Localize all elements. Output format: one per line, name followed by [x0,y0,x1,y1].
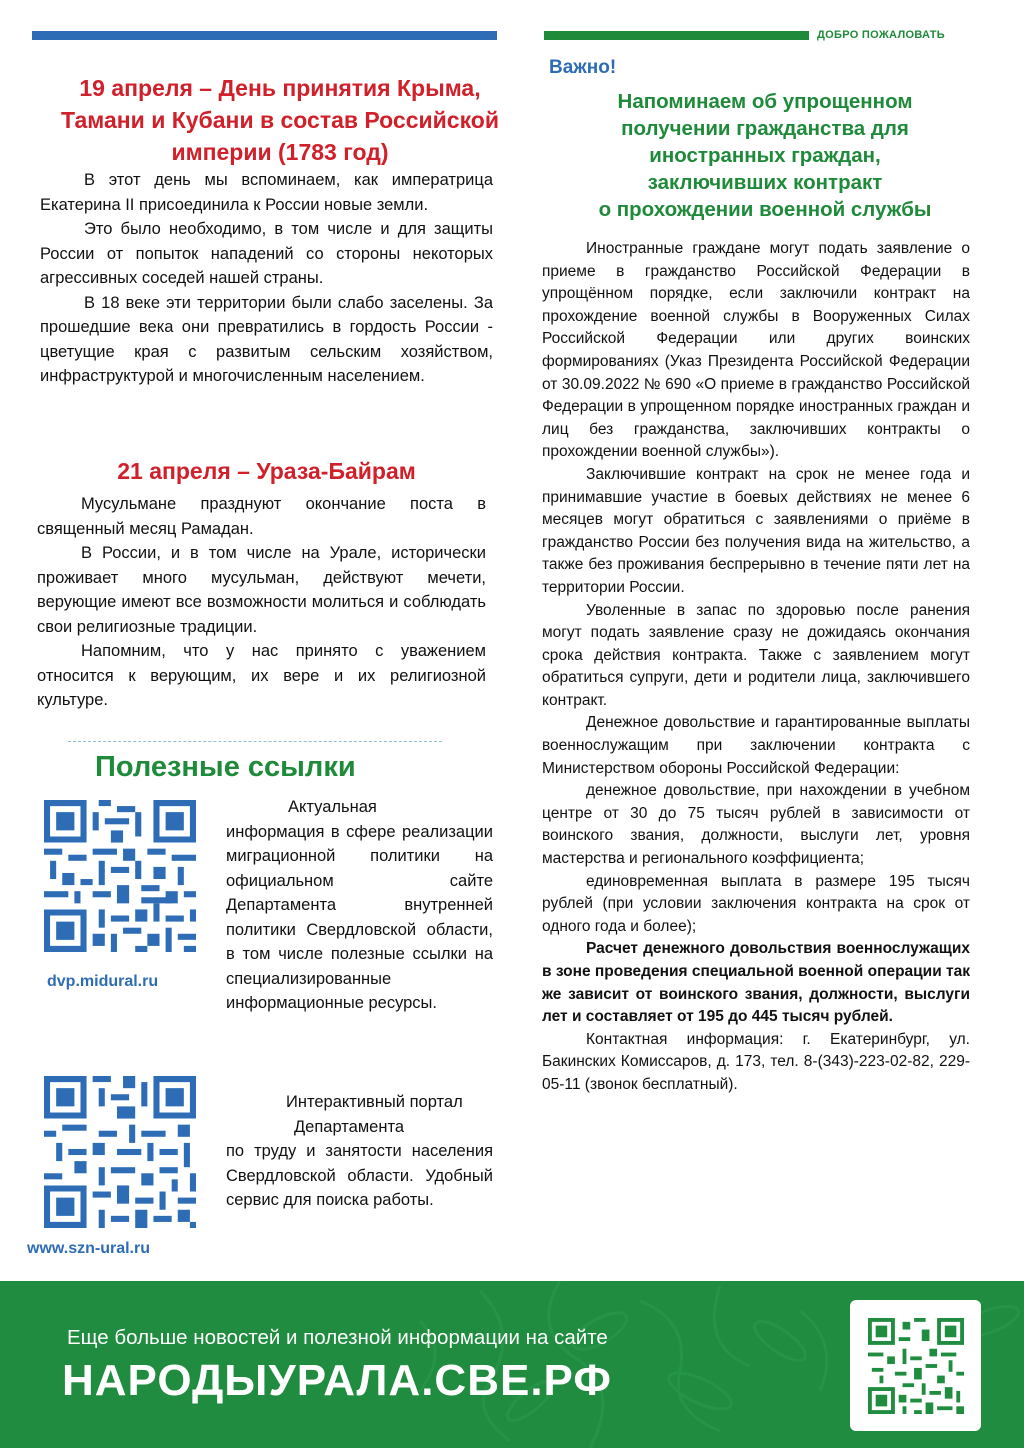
link2-description [226,1090,493,1213]
qr-code-icon[interactable] [44,800,196,952]
szn-link[interactable]: www.szn-ural.ru [27,1240,150,1257]
header-blue-bar [32,31,497,40]
title-line: иностранных граждан, [649,144,881,167]
header-green-bar [544,31,809,40]
citizenship-paragraph: единовременная выплата в размере 195 тысяч рублей (при условии заключения контракта на срок от одного года и более); [542,872,970,935]
crimea-text [40,168,493,389]
dvp-link[interactable]: dvp.midural.ru [47,973,159,990]
crimea-paragraph: В 18 веке эти территории были слабо заселены. За прошедшие века они превратились в гордость России - цветущие края с развитым сельским хозяйством, инфраструктурой и многочисленным населением. [40,293,493,385]
citizenship-paragraph: Заключившие контракт на срок не менее года и принимавшие участие в боевых действиях не менее 6 месяцев могут обратиться с заявлениями о приёме в гражданство России без получения вида на жительство, а также без проживания беспрерывно в течение пяти лет на территории России. [542,465,970,596]
important-label: Важно! [549,57,617,78]
crimea-title: 19 апреля – День принятия Крыма, Тамани и Кубани в состав Российской империи (1783 год) [61,75,499,165]
title-line: получении гражданства для [621,117,909,140]
uraza-text [37,492,486,713]
crimea-paragraph: В этот день мы вспоминаем, как императрица Екатерина II присоединила к России новые земли. [40,171,493,214]
uraza-paragraph: Напомним, что у нас принято с уважением относится к верующим, их вере и их религиозной культуре. [37,642,486,709]
citizenship-paragraph: Иностранные граждане могут подать заявление о приеме в гражданство Российской Федерации в упрощённом порядке, если заключили контракт на прохождение военной службы в Вооруженных Силах Российской Федерации или других воинских формированиях (Указ Президента Российской Федерации от 30.09.2022 № 690 «О приеме в гражданство Российской Федерации в упрощенном порядке иностранных граждан и лиц без гражданства, заключивших контракты о прохождении военной службы»). [542,240,970,461]
title-line: заключивших контракт [647,171,883,194]
welcome-label: ДОБРО ПОЖАЛОВАТЬ [817,29,945,41]
link2-text-second: Департамента [294,1117,405,1136]
uraza-paragraph: В России, и в том числе на Урале, исторически проживает много мусульман, действуют мечети, верующие имеют все возможности молиться и соблюдать свои религиозные традиции. [37,544,486,636]
title-line: о прохождении военной службы [598,198,932,221]
links-title: Полезные ссылки [95,751,356,783]
contact-paragraph: Контактная информация: г. Екатеринбург, ул. Бакинских Комиссаров, д. 173, тел. 8-(343)-223-02-82, 229-05-11 (звонок бесплатный). [542,1030,970,1093]
uraza-title: 21 апреля – Ураза-Байрам [117,458,416,484]
link1-description [226,795,493,1016]
uraza-paragraph: Мусульмане празднуют окончание поста в священный месяц Рамадан. [37,495,486,538]
link1-text-rest: информация в сфере реализации миграционной политики на официальном сайте Департамента внутренней политики Свердловской области, в том числе полезные ссылки на специализированные информационные ресурсы. [226,822,493,1012]
citizenship-paragraph: денежное довольствие, при нахождении в учебном центре от 30 до 75 тысяч рублей в зависимости от воинского звания, должности, выслуги лет, уровня мастерства и регионального коэффициента; [542,782,970,868]
footer-subtitle: Еще больше новостей и полезной информации на сайте [67,1326,608,1349]
footer-site-link[interactable]: НАРОДЫУРАЛА.СВЕ.РФ [62,1356,612,1405]
link2-text-first: Интерактивный портал [286,1093,463,1111]
link1-text-first: Актуальная [288,798,377,816]
link2-text-rest: по труду и занятости населения Свердловской области. Удобный сервис для поиска работы. [226,1142,493,1209]
crimea-paragraph: Это было необходимо, в том числе и для защиты России от попыток нападений со стороны некоторых агрессивных соседей нашей страны. [40,220,493,287]
section-divider [68,741,442,742]
citizenship-paragraph: Денежное довольствие и гарантированные выплаты военнослужащим при заключении контракта с Министерством обороны Российской Федерации: [542,714,970,777]
citizenship-text [542,238,970,1097]
qr-code-icon[interactable] [44,1076,196,1228]
citizenship-title [540,88,990,223]
title-line: Напоминаем об упрощенном [617,90,913,113]
qr-code-icon[interactable] [868,1318,964,1414]
citizenship-paragraph: Уволенные в запас по здоровью после ранения могут подать заявление сразу не дожидаясь окончания срока действия контракта. Также с заявлением могут обратиться супруги, дети и родители лица, заключившего контракт. [542,601,970,709]
salary-bold-paragraph: Расчет денежного довольствия военнослужащих в зоне проведения специальной военной операции так же зависит от воинского звания, должности, выслуги лет и составляет от 195 до 445 тысяч рублей. [542,940,971,1026]
